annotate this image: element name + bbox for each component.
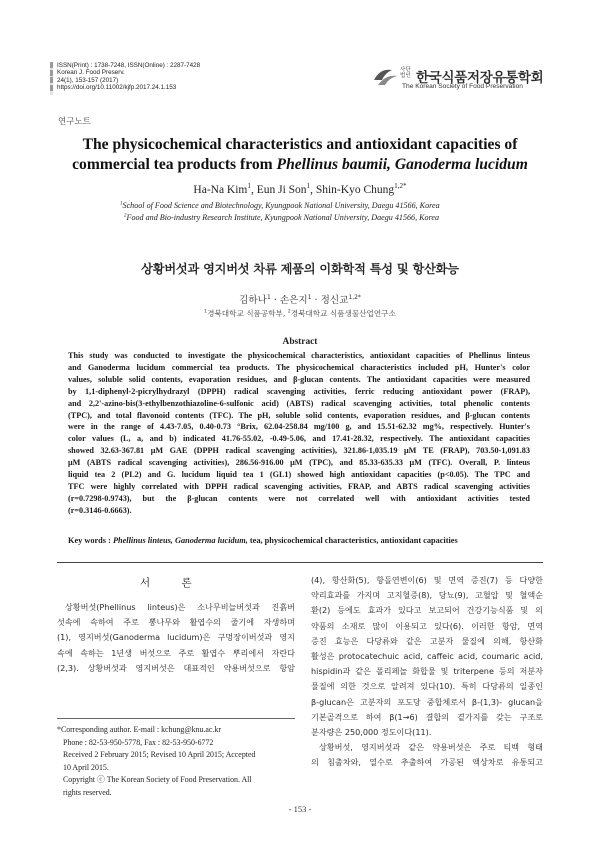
korean-author-list: 김하나$^1$ · 손은지$^1$ · 정신교$^{1,2*}$ — [239, 293, 361, 306]
issn-line: ISSN(Print) : 1738-7248, ISSN(Online) : 2287-7428 — [57, 62, 201, 69]
abstract-line: and 2,2'-azino-bis(3-ethylbenzothiazoline-6-sulfonic acid) (ABTS) radical scavenging activities, total phenolic contents — [68, 398, 530, 408]
copyright-notice: Copyright ⓒ The Korean Society of Food Preservation. All — [63, 775, 252, 785]
abstract-line: values, soluble solid contents, evaporation residues, and β-glucan contents. The antioxidant capacities were measured — [68, 374, 530, 384]
abstract-line: (r=0.7298-0.9743), but the β-glucan contents were not correlated well with antioxidant activities tested — [68, 493, 530, 503]
title-line-2: commercial tea products from Phellinus baumii, Ganoderma lucidum — [72, 156, 528, 173]
body-line: 섯속에 속하여 주로 뽕나무와 활엽수의 줄기에 자생하며 — [57, 617, 295, 628]
society-emblem-icon — [372, 66, 398, 88]
abstract-line: by 1,1-diphenyl-2-picrylhydrazyl (DPPH) radical scavenging activities, ferric reducing antioxidant power (FRAP), — [68, 386, 530, 396]
keywords-label: Key words : — [68, 536, 113, 545]
journal-name: Korean J. Food Preserv. — [57, 69, 125, 77]
page-number: - 153 - — [288, 804, 312, 814]
society-name-korean: 한국식품저장유통학회 — [416, 70, 544, 85]
author-name: Ha-Na Kim — [193, 184, 248, 196]
body-line: β-glucan은 고분자의 포도당 중합체로서 β-(1,3)- glucan을 — [311, 696, 543, 707]
copyright-notice-end: rights reserved. — [63, 787, 112, 797]
body-line: 활성은 protocatechuic acid, caffeic acid, coumaric acid, — [311, 651, 543, 662]
body-line: (4), 항산화(5), 항돌연변이(6) 및 면역 증진(7) 등 다양한 — [311, 575, 543, 585]
author-name: Eun Ji Son — [256, 184, 307, 196]
received-dates: Received 2 February 2015; Revised 10 April 2015; Accepted — [63, 750, 256, 760]
abstract-line: μM (ABTS radical scavenging activities), 286.56-916.00 μM (TPC), and 85.33-635.33 μM (TFC). Overall, P. linteus — [68, 458, 530, 468]
body-line: 물질에 의한 것으로 알려져 있다(10). 특히 다당류의 일종인 — [311, 681, 543, 692]
footnotes — [57, 724, 297, 800]
corresponding-author: *Corresponding author. E-mail : kchung@knu.ac.kr — [57, 725, 221, 734]
body-line: 상황버섯(Phellinus linteus)은 소나무비늘버섯과 진흙버 — [65, 602, 295, 612]
abstract-heading: Abstract — [282, 337, 318, 347]
abstract-line: showed 32.63-367.81 μM GAE (DPPH radical scavenging activities), 321.86-1,035.19 μM TE (FRAP), 703.50-1,091.83 — [68, 446, 530, 456]
abstract-line: liquid tea 2 (PL2) and G. lucidum liquid tea 1 (GL1) showed high antioxidant capacities (p<0.05). The TPC and — [68, 470, 530, 480]
society-logo — [372, 64, 547, 94]
section-divider — [57, 562, 543, 563]
body-line: 기본골격으로 하여 β(1→6) 결합의 곁가지를 갖는 구조로 — [311, 711, 543, 722]
logo-small-text-1: 사단 — [400, 67, 411, 73]
body-line: 증진 효능은 다당류와 같은 고분자 물질에 의해, 항산화 — [311, 635, 543, 646]
society-name-english: The Korean Society of Food Preservation — [402, 83, 523, 90]
doi-link[interactable]: https://doi.org/10.11002/kjfp.2017.24.1.153 — [57, 84, 177, 92]
author-name: Shin-Kyo Chung — [315, 184, 395, 196]
volume-line: 24(1), 153-157 (2017) — [57, 76, 119, 84]
korean-affiliations: $^1$경북대학교 식품공학부, $^2$경북대학교 식품생물산업연구소 — [204, 309, 396, 318]
section-heading-introduction: 서 론 — [140, 577, 206, 589]
keywords: Key words : Phellinus linteus, Ganoderma lucidum, tea, physicochemical characteristics, antioxidant capacities — [68, 536, 458, 545]
body-line: 환(2) 등에도 효과가 있다고 보고되어 건강기능식품 및 의 — [311, 605, 543, 616]
contact-phone-fax: Phone : 82-53-950-5778, Fax : 82-53-950-6772 — [63, 737, 214, 747]
abstract-body — [68, 350, 530, 517]
article-type-tag: 연구노트 — [58, 117, 91, 127]
journal-color-bar — [50, 62, 53, 95]
journal-meta — [57, 62, 200, 92]
body-column-left — [57, 600, 295, 676]
body-line: 속에 속하는 1년생 버섯으로 주로 활엽수 뿌리에서 자란다 — [57, 647, 295, 658]
footnote-divider — [57, 718, 295, 719]
abstract-line: and Ganoderma lucidum commercial tea products. The physicochemical characteristics included pH, Hunter's color — [68, 362, 530, 372]
body-line: (2,3). 상황버섯과 영지버섯은 대표적인 약용버섯으로 항암 — [57, 662, 295, 673]
abstract-line: (r=0.3146-0.6663). — [68, 505, 132, 515]
body-line: 의 침출차와, 열수로 추출하여 가공된 액상차로 유통되고 — [311, 757, 543, 768]
body-line: (1), 영지버섯(Ganoderma lucidum)은 구멍장이버섯과 영지 — [57, 632, 295, 643]
body-line: 상황버섯, 영지버섯과 같은 약용버섯은 주로 티백 형태 — [319, 742, 543, 753]
abstract-line: This study was conducted to investigate the physicochemical characteristics, antioxidant capacities of Phellinus linteus — [68, 351, 530, 360]
korean-title: 상황버섯과 영지버섯 차류 제품의 이화학적 특성 및 항산화능 — [141, 262, 459, 276]
abstract-line: were in the range of 4.43-7.05, 0.40-0.73 °Brix, 62.04-258.84 mg/100 g, and 15.51-62.32 mg%, respectively. Hunter's — [68, 422, 530, 432]
body-line: 약품의 소재로 많이 이용되고 있다(6). 이러한 항암, 면역 — [311, 620, 543, 631]
body-line: 약리효과를 가지며 고지혈증(8), 당뇨(9), 고혈압 및 혈액순 — [311, 590, 543, 601]
abstract-line: (TPC), and total flavonoid contents (TFC). The pH, soluble solid contents, evaporation residues, and β-glucan contents — [68, 410, 530, 420]
accepted-date: 10 April 2015. — [63, 762, 109, 772]
affiliation-2: $^2$Food and Bio-industry Research Institute, Kyungpook National University, Daegu 41566, Korea — [124, 213, 440, 222]
body-column-right — [311, 573, 543, 771]
body-line: 분자량은 250,000 정도이다(11). — [311, 727, 432, 738]
paper-title — [40, 135, 560, 175]
abstract-line: color values (L, a, and b) indicated 41.76-55.02, -0.49-5.06, and 17.41-28.32, respectively. The antioxidant capacities — [68, 434, 530, 444]
affiliation-1: $^1$School of Food Science and Biotechnology, Kyungpook National University, Daegu 41566, Korea — [120, 201, 440, 210]
title-species: Phellinus baumii, Ganoderma lucidum — [276, 156, 528, 173]
author-list: Ha-Na Kim$^1$, Eun Ji Son$^1$, Shin-Kyo Chung$^{1,2*}$ — [193, 182, 407, 196]
logo-small-text-2: 법인 — [400, 73, 411, 79]
title-line-1: The physicochemical characteristics and antioxidant capacities of — [82, 136, 518, 153]
abstract-line: TFC were highly correlated with DPPH radical scavenging activities, FRAP, and ABTS radical scavenging activities — [68, 481, 530, 491]
body-line: hispidin과 같은 폴리페놀 화합물 및 triterpene 등의 저분자 — [311, 666, 543, 677]
